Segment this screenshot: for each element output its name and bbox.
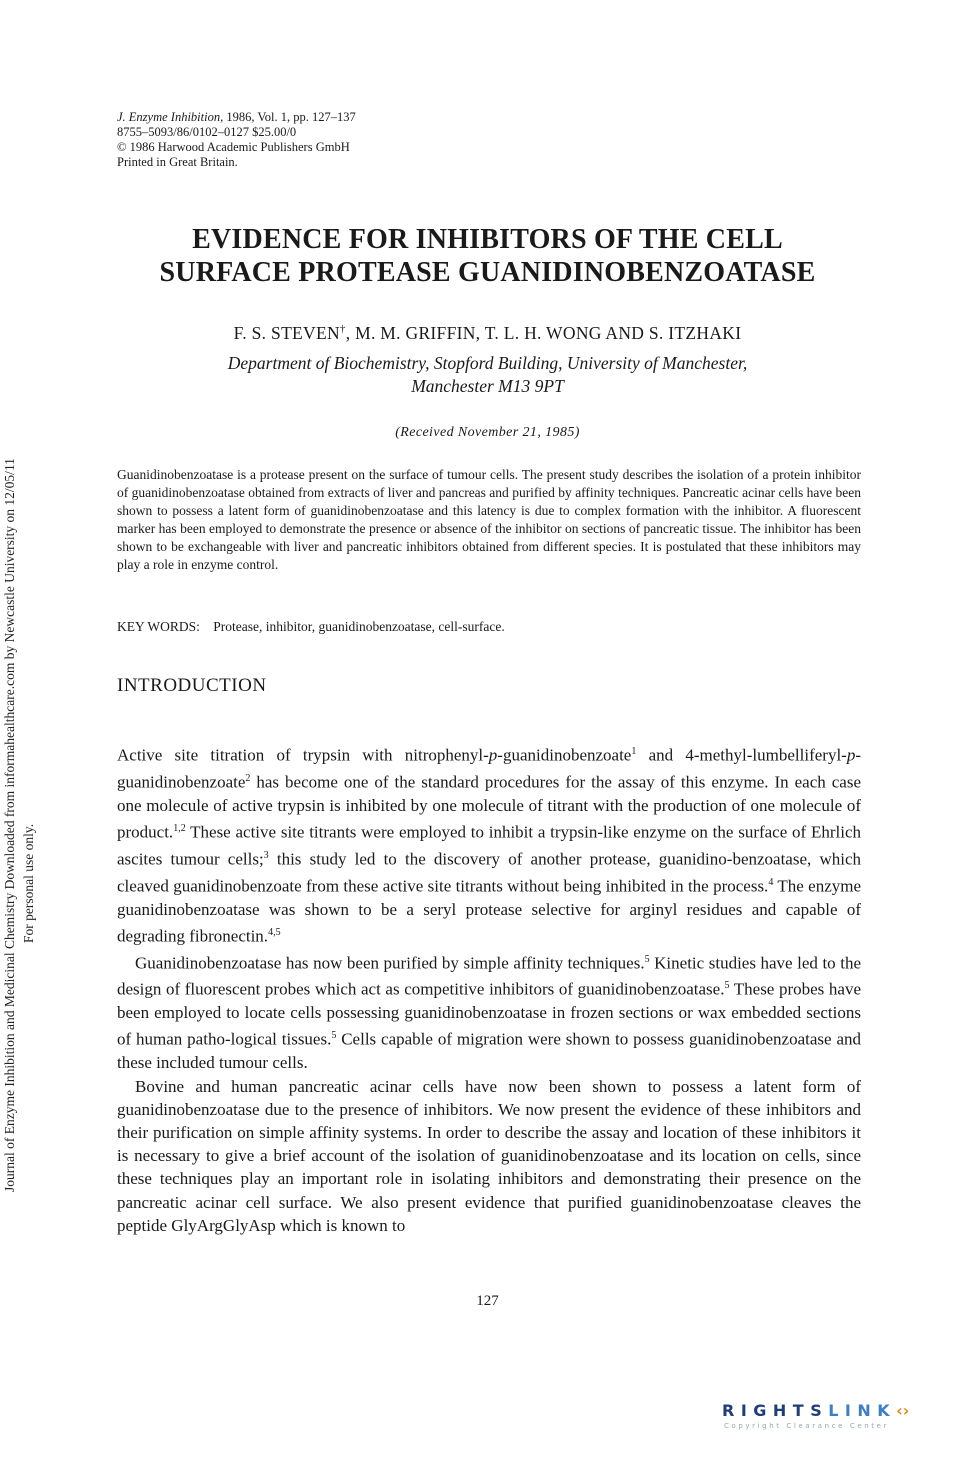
arrows-icon: ‹› xyxy=(896,1401,910,1420)
paragraph-2 xyxy=(117,948,861,1075)
author-footnote-mark: † xyxy=(339,323,346,335)
affiliation-line-1: Department of Biochemistry, Stopford Building, University of Manchester, xyxy=(227,353,748,373)
text-run: has become one of the standard procedures for the assay of this enzyme. In each case one molecule of active trypsin is inhibited by one molecule of titrant with the production of one molecule of product. xyxy=(117,772,861,842)
text-run: These active site titrants were employed to inhibit a trypsin-like enzyme on the surface of Ehrlich ascites tumour cells; xyxy=(117,822,861,869)
reference-mark: 1 xyxy=(631,746,637,757)
text-run: -guanidinobenzoate xyxy=(117,745,861,792)
rightslink-part-2: LINK xyxy=(828,1401,897,1420)
reference-mark: 5 xyxy=(331,1030,337,1042)
rightslink-tagline: Copyright Clearance Center xyxy=(724,1422,890,1430)
keywords-text: Protease, inhibitor, guanidinobenzoatase, cell-surface. xyxy=(213,619,505,634)
copyright-line: © 1986 Harwood Academic Publishers GmbH xyxy=(117,140,350,154)
abstract: Guanidinobenzoatase is a protease present on the surface of tumour cells. The present study describes the isolation of a protein inhibitor of guanidinobenzoatase obtained from extracts of liver and pancreas and purified by affinity techniques. Pancreatic acinar cells have been shown to possess a latent form of guanidinobenzoatase and this latency is due to complex formation with the inhibitor. A fluorescent marker has been employed to demonstrate the presence or absence of the inhibitor on sections of pancreatic tissue. The inhibitor has been shown to be exchangeable with liver and pancreatic inhibitors obtained from different species. It is postulated that these inhibitors may play a role in enzyme control. xyxy=(117,467,861,572)
reference-mark: 4,5 xyxy=(268,926,281,938)
keywords xyxy=(117,618,505,636)
text-run: and 4-methyl-lumbelliferyl- xyxy=(636,745,847,765)
text-run: These probes have been employed to locate cells possessing guanidinobenzoatase in frozen sections or wax embedded sections of human patho-logical tissues. xyxy=(117,980,861,1050)
rightslink-wordmark xyxy=(722,1401,954,1421)
article-title xyxy=(117,223,858,289)
journal-name: J. Enzyme Inhibition xyxy=(117,110,221,124)
first-author: F. S. STEVEN xyxy=(233,322,340,343)
printed-line: Printed in Great Britain. xyxy=(117,155,238,169)
affiliation xyxy=(117,352,858,398)
reference-mark: 1,2 xyxy=(173,822,186,834)
reference-mark: 2 xyxy=(245,772,251,784)
italic-p: p xyxy=(488,745,498,765)
text-run: Kinetic studies have led to the design of fluorescent probes which act as competitive inhibitors of guanidinobenzoatase. xyxy=(117,953,861,1000)
citation-line xyxy=(117,110,356,125)
reference-mark: 4 xyxy=(768,876,774,888)
italic-p: p xyxy=(846,745,856,765)
reference-mark: 3 xyxy=(263,849,269,861)
issn-line: 8755–5093/86/0102–0127 $25.00/0 xyxy=(117,125,297,139)
text-run: Guanidinobenzoatase has now been purified by simple affinity techniques. xyxy=(135,953,645,973)
title-line-1: EVIDENCE FOR INHIBITORS OF THE CELL xyxy=(192,224,783,255)
text-run: Active site titration of trypsin with nitrophenyl- xyxy=(117,745,489,765)
rightslink-part-1: RIGHTS xyxy=(722,1401,829,1420)
other-authors: , M. M. GRIFFIN, T. L. H. WONG AND S. ITZHAKI xyxy=(345,322,742,343)
text-run: Cells capable of migration were shown to possess guanidinobenzoatase and these included tumour cells. xyxy=(117,1030,861,1073)
journal-header xyxy=(117,110,356,170)
text-run: this study led to the discovery of another protease, guanidino-benzoatase, which cleaved guanidinobenzoate from these active site titrants without being inhibited in the process. xyxy=(117,849,861,896)
section-heading: INTRODUCTION xyxy=(117,675,267,696)
paragraph-3: Bovine and human pancreatic acinar cells have now been shown to possess a latent form of guanidinobenzoatase due to the presence of inhibitors. We now present the evidence of these inhibitors and their purification on simple affinity systems. In order to describe the assay and location of these inhibitors it is necessary to give a brief account of the isolation of guanidinobenzoatase and its location on cells, since these techniques play an important role in isolating inhibitors and demonstrating their presence on the pancreatic acinar cell surface. We also present evidence that purified guanidinobenzoatase cleaves the peptide GlyArgGlyAsp which is known to xyxy=(117,1076,861,1235)
author-list xyxy=(117,318,858,344)
body-text xyxy=(117,740,861,1237)
paragraph-1 xyxy=(117,740,861,948)
keywords-label: KEY WORDS: xyxy=(117,619,200,634)
reference-mark: 5 xyxy=(724,980,730,992)
text-run: -guanidinobenzoate xyxy=(497,745,632,765)
download-notice: Journal of Enzyme Inhibition and Medicinal Chemistry Downloaded from informahealthcare.com by Newcastle University on 12/05/11 xyxy=(2,458,17,1192)
title-line-2: SURFACE PROTEASE GUANIDINOBENZOATASE xyxy=(159,257,816,288)
text-run: The enzyme guanidinobenzoatase was shown to be a seryl protease selective for arginyl residues and capable of degrading fibronectin. xyxy=(117,876,862,946)
affiliation-line-2: Manchester M13 9PT xyxy=(411,376,564,396)
received-date: (Received November 21, 1985) xyxy=(395,425,580,440)
reference-mark: 5 xyxy=(644,953,650,965)
citation-details: , 1986, Vol. 1, pp. 127–137 xyxy=(220,110,356,124)
personal-use-notice: For personal use only. xyxy=(21,823,36,943)
page-number: 127 xyxy=(476,1293,499,1309)
rightslink-logo[interactable] xyxy=(722,1401,954,1441)
